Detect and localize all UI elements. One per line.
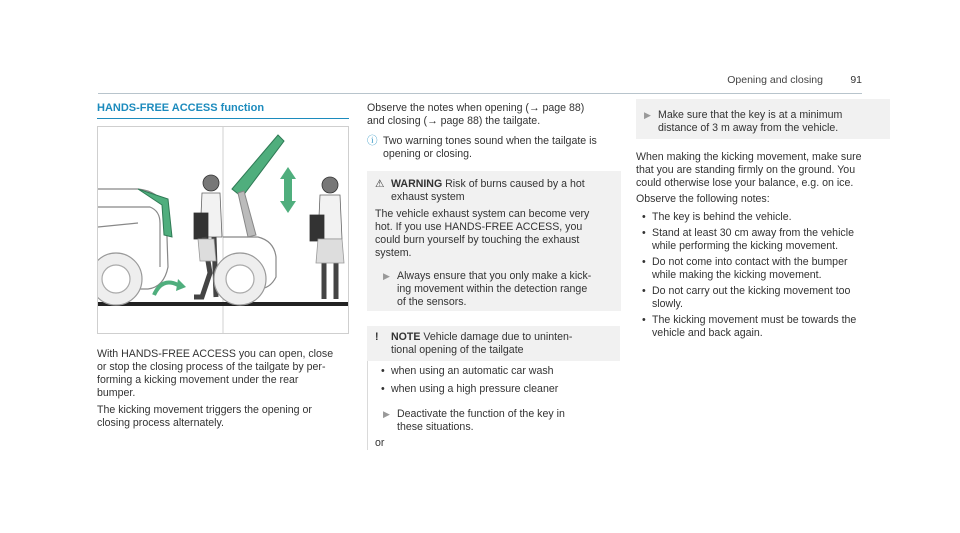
action-content [644,109,884,135]
list-item: while making the kicking movement. [652,269,822,281]
section-title: HANDS-FREE ACCESS function [97,102,265,114]
notice-heading: Vehicle damage due to uninten- [423,331,573,343]
person-standing-right [310,177,344,299]
action-text: these situations. [397,421,474,433]
text-line: opening or closing. [383,148,472,160]
header-divider [98,93,862,94]
bullet-icon: • [642,285,646,297]
text-line: Two warning tones sound when the tailgate is [383,135,597,147]
bullet-icon: • [381,365,385,377]
list-item: Do not carry out the kicking movement too [652,285,851,297]
action-text: distance of 3 m away from the vehicle. [658,122,839,134]
text-line: forming a kicking movement under the rear [97,374,299,386]
bullet-icon: • [642,256,646,268]
notice-label: NOTE [391,331,421,343]
action-text: Deactivate the function of the key in [397,408,565,420]
bullet-icon: • [642,314,646,326]
warning-label: WARNING [391,178,443,190]
running-header-title: Opening and closing [727,74,823,86]
observe-notes-paragraph [367,102,622,128]
notes-list [636,211,894,340]
play-triangle-icon: ▶ [383,271,390,281]
text-line: The vehicle exhaust system can become very [375,208,590,220]
play-triangle-icon: ▶ [644,110,651,120]
action-text: ing movement within the detection range [397,283,588,295]
text-line: hot. If you use HANDS-FREE ACCESS, you [375,221,583,233]
list-item: The kicking movement must be towards the [652,314,857,326]
list-item: when using a high pressure cleaner [391,383,559,395]
list-item: The key is behind the vehicle. [652,211,792,223]
text-line: could otherwise lose your balance, e.g. on ice. [636,177,854,189]
text-line: system. [375,247,412,259]
text-line: When making the kicking movement, make sure [636,151,862,163]
action-text: Make sure that the key is at a minimum [658,109,843,121]
list-item: Stand at least 30 cm away from the vehicle [652,227,854,239]
warning-content [375,178,615,309]
intro-paragraph [97,348,357,400]
text-line: Observe the notes when opening (→ page 88) [367,102,585,114]
kicking-paragraph [636,151,894,206]
info-note [367,135,622,161]
notice-content [375,331,615,450]
action-text: of the sensors. [397,296,467,308]
text-line: bumper. [97,387,136,399]
action-text: Always ensure that you only make a kick- [397,270,592,282]
list-item: vehicle and back again. [652,327,763,339]
play-triangle-icon: ▶ [383,409,390,419]
list-item: slowly. [652,298,683,310]
warning-triangle-icon: ⚠ [375,178,385,190]
warning-heading: Risk of burns caused by a hot [445,178,585,190]
info-icon: ⓘ [367,135,378,147]
section-title-underline [97,118,349,119]
text-line: that you are standing firmly on the ground. You [636,164,856,176]
bullet-icon: • [642,211,646,223]
bullet-icon: • [642,227,646,239]
exclamation-icon: ! [375,331,379,343]
or-label: or [375,437,385,449]
tailgate-motion-arrow [280,167,296,213]
list-item: while performing the kicking movement. [652,240,839,252]
text-line: closing process alternately. [97,417,224,429]
text-line: could burn yourself by touching the exhaust [375,234,580,246]
text-line: With HANDS-FREE ACCESS you can open, close [97,348,334,360]
text-line: The kicking movement triggers the opening or [97,404,312,416]
text-line: Observe the following notes: [636,193,770,205]
list-item: when using an automatic car wash [391,365,554,377]
warning-heading: exhaust system [391,191,465,203]
text-line: or stop the closing process of the tailgate by per- [97,361,326,373]
notice-heading: tional opening of the tailgate [391,344,524,356]
alternation-paragraph [97,404,357,430]
list-item: Do not come into contact with the bumper [652,256,848,268]
page-number: 91 [850,74,862,86]
bullet-icon: • [381,383,385,395]
text-line: and closing (→ page 88) the tailgate. [367,115,541,127]
illustration-kicking-movement [97,126,349,334]
